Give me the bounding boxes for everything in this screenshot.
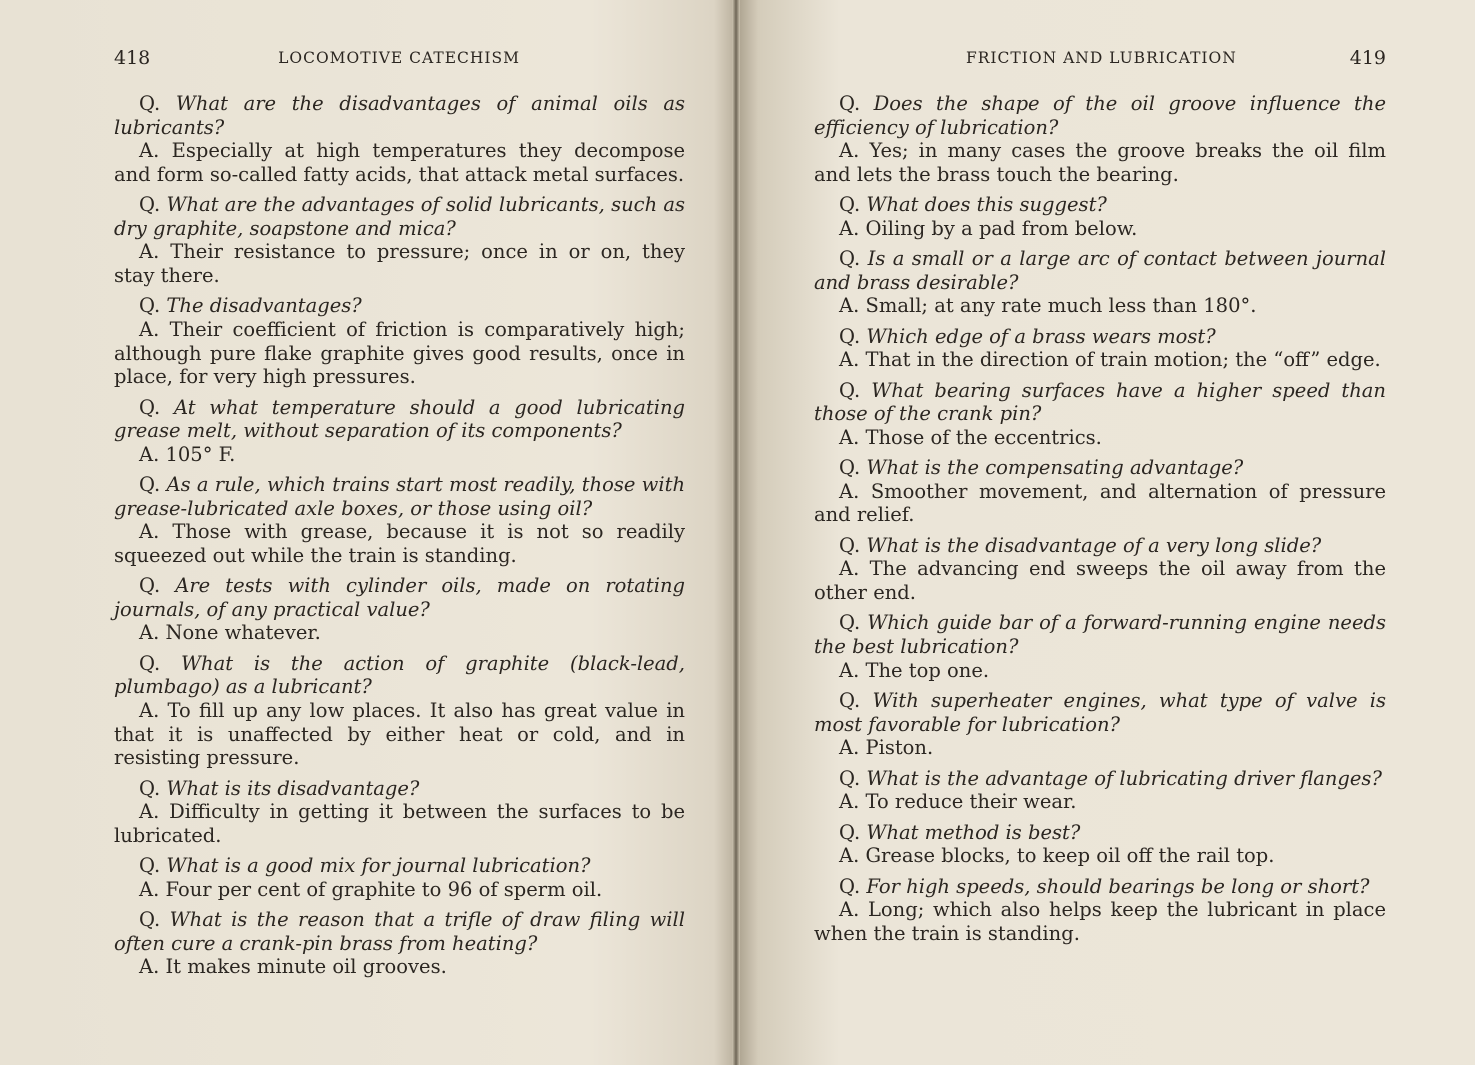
answer-marker: A. <box>139 240 171 264</box>
answer-marker: A. <box>839 139 870 163</box>
question <box>814 875 1386 899</box>
question-marker: Q. <box>839 247 868 271</box>
question-marker: Q. <box>839 533 867 557</box>
question-text: What is the advantage of lubricating driver flanges? <box>866 766 1382 790</box>
question <box>814 456 1386 480</box>
answer <box>114 520 685 567</box>
question-marker: Q. <box>839 324 867 348</box>
answer-marker: A. <box>139 955 166 979</box>
question-marker: Q. <box>839 874 867 898</box>
answer-text: Those of the eccentrics. <box>865 425 1102 449</box>
answer-marker: A. <box>839 557 870 581</box>
question-text: What is the disadvantage of a very long slide? <box>866 533 1322 557</box>
question <box>814 821 1386 845</box>
question-text: For high speeds, should bearings be long or short? <box>866 874 1370 898</box>
question-marker: Q. <box>839 766 867 790</box>
qa-item <box>114 473 685 567</box>
question-text: What are the disadvantages of animal oils as lubricants? <box>114 92 685 139</box>
answer <box>114 139 685 186</box>
qa-item <box>114 908 685 979</box>
question-marker: Q. <box>139 473 167 497</box>
answer-marker: A. <box>839 898 868 922</box>
question <box>114 777 685 801</box>
question-text: What is its disadvantage? <box>166 776 420 800</box>
left-running-head: LOCOMOTIVE CATECHISM <box>278 49 520 67</box>
question <box>814 767 1386 791</box>
question-text: What bearing surfaces have a higher speed than those of the crank pin? <box>814 378 1386 426</box>
answer-text: Yes; in many cases the groove breaks the oil film and lets the brass touch the bearing. <box>814 139 1387 186</box>
qa-item <box>814 875 1386 946</box>
question <box>114 652 685 699</box>
answer <box>814 348 1386 372</box>
answer-text: Difficulty in getting it between the surfaces to be lubricated. <box>114 800 685 847</box>
answer-text: To fill up any low places. It also has great value in that it is unaffected by either heat or cold, and in resisting pressure. <box>114 699 685 770</box>
answer-text: The top one. <box>865 658 990 682</box>
answer <box>114 318 685 389</box>
answer-marker: A. <box>839 294 866 318</box>
question-text: What is a good mix for journal lubrication? <box>166 854 591 878</box>
answer <box>814 659 1386 683</box>
question-text: What are the advantages of solid lubricants, such as dry graphite, soapstone and mica? <box>114 193 685 240</box>
right-page-text <box>814 92 1386 952</box>
qa-item <box>814 534 1386 605</box>
question-marker: Q. <box>139 854 167 878</box>
answer-text: Their coefficient of friction is comparatively high; although pure flake graphite gives good results, once in place, for very high pressures. <box>114 317 685 389</box>
answer <box>814 139 1386 186</box>
question-text: What is the compensating advantage? <box>866 456 1244 480</box>
answer-marker: A. <box>839 736 866 760</box>
qa-item <box>814 767 1386 814</box>
left-page-header <box>114 44 520 72</box>
question <box>814 92 1386 139</box>
answer <box>114 878 685 902</box>
qa-item <box>114 193 685 287</box>
answer-marker: A. <box>139 800 170 824</box>
answer-text: Those with grease, because it is not so readily squeezed out while the train is standing. <box>114 520 686 567</box>
right-page <box>736 0 1475 1065</box>
question <box>814 689 1386 736</box>
question-marker: Q. <box>139 395 174 419</box>
qa-item <box>114 854 685 901</box>
answer <box>114 800 685 847</box>
right-running-head: FRICTION AND LUBRICATION <box>966 49 1237 67</box>
question <box>814 379 1386 426</box>
qa-item <box>814 92 1386 186</box>
answer <box>114 955 685 979</box>
qa-item <box>814 247 1386 318</box>
answer-text: Four per cent of graphite to 96 of sperm oil. <box>165 877 603 901</box>
question <box>114 294 685 318</box>
answer-marker: A. <box>839 844 866 868</box>
question-marker: Q. <box>839 689 873 713</box>
answer-text: It makes minute oil grooves. <box>165 955 447 979</box>
answer-marker: A. <box>839 216 866 240</box>
answer-text: Smoother movement, and alternation of pressure and relief. <box>814 479 1387 527</box>
qa-item <box>814 611 1386 682</box>
qa-item <box>114 294 685 388</box>
qa-item <box>814 193 1386 240</box>
answer-text: 105° F. <box>165 442 236 466</box>
question-marker: Q. <box>839 456 867 480</box>
answer <box>814 790 1386 814</box>
question-marker: Q. <box>839 92 874 115</box>
question-marker: Q. <box>139 193 167 217</box>
question <box>814 534 1386 558</box>
question-text: Does the shape of the oil groove influence the efficiency of lubrication? <box>814 92 1386 139</box>
qa-item <box>814 456 1386 527</box>
qa-item <box>114 574 685 645</box>
question-marker: Q. <box>139 294 167 318</box>
question-marker: Q. <box>839 193 867 217</box>
question-text: Which edge of a brass wears most? <box>866 324 1216 348</box>
question-text: At what temperature should a good lubricating grease melt, without separation of its components? <box>114 395 685 443</box>
answer-marker: A. <box>839 658 866 682</box>
question <box>114 574 685 621</box>
question-text: With superheater engines, what type of valve is most favorable for lubrication? <box>814 689 1386 736</box>
question-text: The disadvantages? <box>166 294 362 318</box>
qa-item <box>814 379 1386 450</box>
question-marker: Q. <box>139 776 167 800</box>
answer-marker: A. <box>839 425 866 449</box>
question-marker: Q. <box>139 574 176 598</box>
question-text: Is a small or a large arc of contact between journal and brass desirable? <box>814 247 1386 294</box>
question <box>114 473 685 520</box>
answer-marker: A. <box>839 790 866 814</box>
answer-marker: A. <box>139 699 168 723</box>
qa-item <box>114 777 685 848</box>
answer-marker: A. <box>139 877 166 901</box>
answer <box>114 621 685 645</box>
question-text: Which guide bar of a forward-running engine needs the best lubrication? <box>814 611 1386 659</box>
qa-item <box>814 821 1386 868</box>
answer <box>814 480 1386 527</box>
answer-text: None whatever. <box>165 621 321 645</box>
answer <box>814 557 1386 604</box>
question <box>814 193 1386 217</box>
question <box>114 854 685 878</box>
answer <box>114 443 685 467</box>
answer-text: Piston. <box>865 736 934 760</box>
qa-item <box>114 652 685 770</box>
answer-marker: A. <box>139 621 166 645</box>
question-marker: Q. <box>839 378 872 402</box>
qa-item <box>114 396 685 467</box>
qa-item <box>814 325 1386 372</box>
right-page-header <box>966 44 1386 72</box>
answer <box>814 898 1386 945</box>
answer-marker: A. <box>839 479 871 503</box>
question <box>114 92 685 139</box>
question-text: As a rule, which trains start most readily, those with grease-lubricated axle boxes, or those using oil? <box>114 473 686 520</box>
answer-text: The advancing end sweeps the oil away from the other end. <box>814 557 1386 605</box>
question-text: What is the reason that a trifle of draw filing will often cure a crank-pin brass from heating? <box>114 908 685 955</box>
question-marker: Q. <box>139 651 182 675</box>
question-marker: Q. <box>139 92 176 115</box>
qa-item <box>814 689 1386 760</box>
answer <box>814 736 1386 760</box>
answer-text: Long; which also helps keep the lubricant in place when the train is standing. <box>814 898 1386 945</box>
answer-text: Their resistance to pressure; once in or on, they stay there. <box>114 240 686 287</box>
right-page-number: 419 <box>1349 47 1386 69</box>
book-gutter <box>732 0 740 1065</box>
question <box>114 193 685 240</box>
question <box>114 908 685 955</box>
question <box>814 325 1386 349</box>
question-marker: Q. <box>839 611 868 635</box>
answer <box>814 844 1386 868</box>
answer <box>114 699 685 770</box>
left-page-text <box>114 92 685 986</box>
answer <box>814 294 1386 318</box>
answer-text: To reduce their wear. <box>865 790 1077 814</box>
answer-text: That in the direction of train motion; the “off” edge. <box>865 348 1381 372</box>
qa-item <box>114 92 685 186</box>
answer-marker: A. <box>839 348 866 372</box>
left-page <box>0 0 736 1065</box>
question-text: Are tests with cylinder oils, made on rotating journals, of any practical value? <box>114 574 685 621</box>
question-text: What does this suggest? <box>866 193 1107 217</box>
answer <box>814 217 1386 241</box>
question <box>114 396 685 443</box>
answer-text: Especially at high temperatures they decompose and form so-called fatty acids, that attack metal surfaces. <box>114 139 686 186</box>
answer-marker: A. <box>139 139 172 163</box>
answer-text: Small; at any rate much less than 180°. <box>865 294 1257 318</box>
question <box>814 611 1386 658</box>
question-text: What is the action of graphite (black-lead, plumbago) as a lubricant? <box>114 651 685 699</box>
question-marker: Q. <box>139 908 170 932</box>
answer-text: Grease blocks, to keep oil off the rail top. <box>865 844 1275 868</box>
answer-marker: A. <box>139 520 173 544</box>
question-text: What method is best? <box>866 820 1081 844</box>
answer <box>814 426 1386 450</box>
left-page-number: 418 <box>114 47 151 69</box>
question-marker: Q. <box>839 820 867 844</box>
answer-marker: A. <box>139 442 166 466</box>
answer <box>114 240 685 287</box>
answer-marker: A. <box>139 317 170 341</box>
question <box>814 247 1386 294</box>
answer-text: Oiling by a pad from below. <box>865 216 1138 240</box>
